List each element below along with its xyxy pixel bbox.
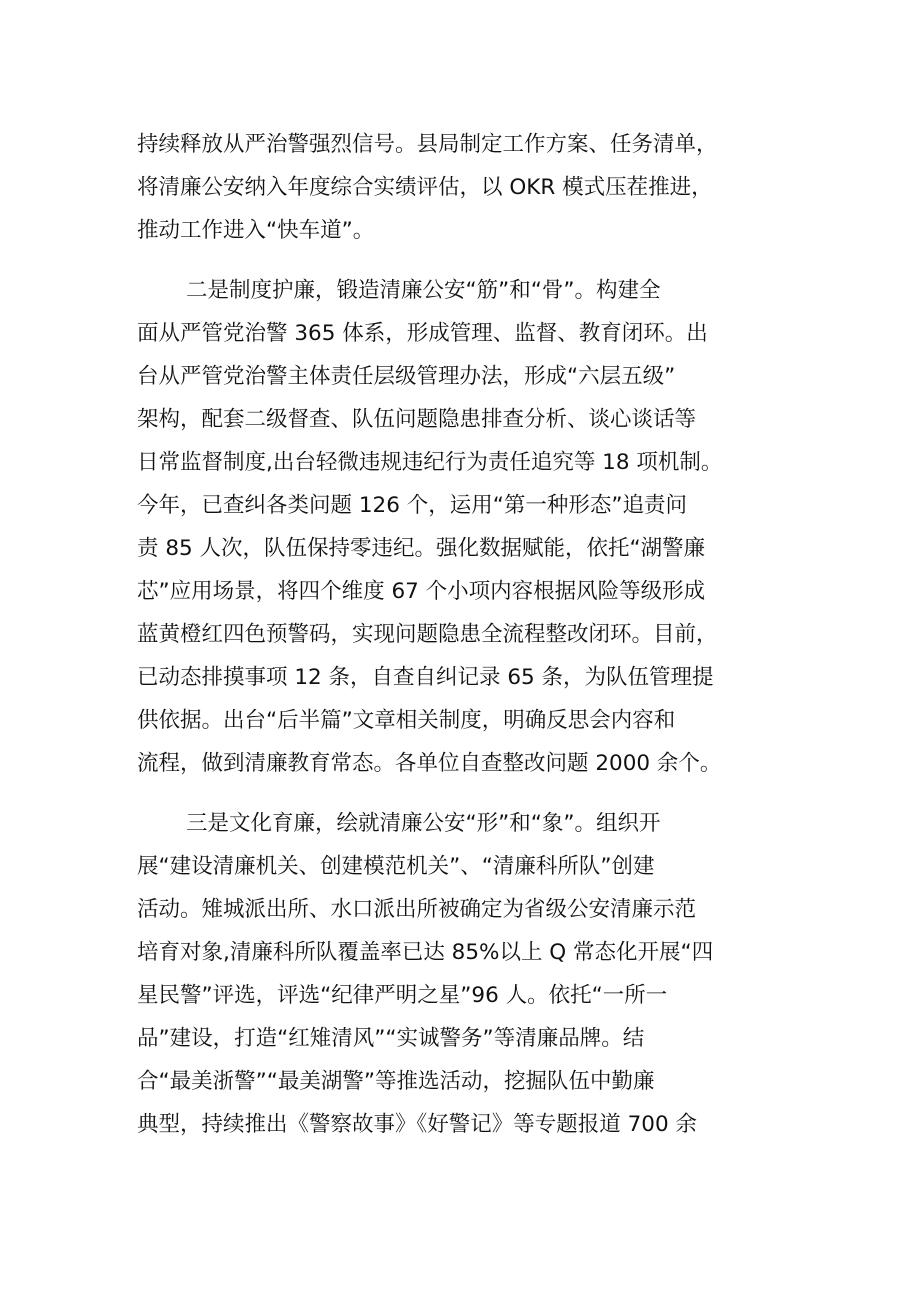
paragraph-2-line-8: 芯”应用场景，将四个维度 67 个小项内容根据风险等级形成 [137,579,706,604]
paragraph-3-line-7: 合“最美浙警”“最美湖警”等推选活动，挖掘队伍中勤廉 [137,1069,655,1094]
paragraph-3-line-3: 活动。雉城派出所、水口派出所被确定为省级公安清廉示范 [137,897,697,922]
paragraph-2-line-9: 蓝黄橙红四色预警码，实现问题隐患全流程整改闭环。目前， [137,622,718,647]
paragraph-3-line-5: 星民警”评选，评选“纪律严明之星”96 人。依托“一所一 [137,983,668,1008]
paragraph-2-line-10: 已动态排摸事项 12 条，自查自纠记录 65 条，为队伍管理提 [137,665,714,690]
paragraph-3-line-8: 典型，持续推出《警察故事》《好警记》等专题报道 700 余 [137,1112,697,1137]
paragraph-1-line-2: 将清廉公安纳入年度综合实绩评估，以 OKR 模式压茬推进， [137,175,713,200]
paragraph-3-line-6: 品”建设，打造“红雉清风”“实诚警务”等清廉品牌。结 [137,1026,645,1051]
paragraph-2-line-2: 面从严管党治警 365 体系，形成管理、监督、教育闭环。出 [137,321,708,346]
paragraph-2-line-5: 日常监督制度,出台轻微违规违纪行为责任追究等 18 项机制。 [137,450,723,475]
paragraph-2-line-1: 二是制度护廉，锻造清廉公安“筋”和“骨”。构建全 [186,278,661,303]
paragraph-2-line-11: 供依据。出台“后半篇”文章相关制度，明确反思会内容和 [137,708,676,733]
paragraph-1-line-1: 持续释放从严治警强烈信号。县局制定工作方案、任务清单， [137,132,718,157]
paragraph-3-line-4: 培育对象,清廉科所队覆盖率已达 85%以上 Q 常态化开展“四 [137,940,714,965]
paragraph-2-line-7: 责 85 人次，队伍保持零违纪。强化数据赋能，依托“湖警廉 [137,536,706,561]
paragraph-3-line-1: 三是文化育廉，绘就清廉公安“形”和“象”。组织开 [186,811,661,836]
paragraph-2-line-6: 今年，已查纠各类问题 126 个，运用“第一种形态”追责问 [137,493,687,518]
paragraph-2-line-3: 台从严管党治警主体责任层级管理办法，形成“六层五级” [137,364,676,389]
paragraph-2-line-12: 流程，做到清廉教育常态。各单位自查整改问题 2000 余个。 [137,751,722,776]
paragraph-3-line-2: 展“建设清廉机关、创建模范机关”、“清廉科所队”创建 [137,854,655,879]
paragraph-1-line-3: 推动工作进入“快车道”。 [137,218,375,243]
paragraph-2-line-4: 架构，配套二级督查、队伍问题隐患排查分析、谈心谈话等 [137,407,697,432]
